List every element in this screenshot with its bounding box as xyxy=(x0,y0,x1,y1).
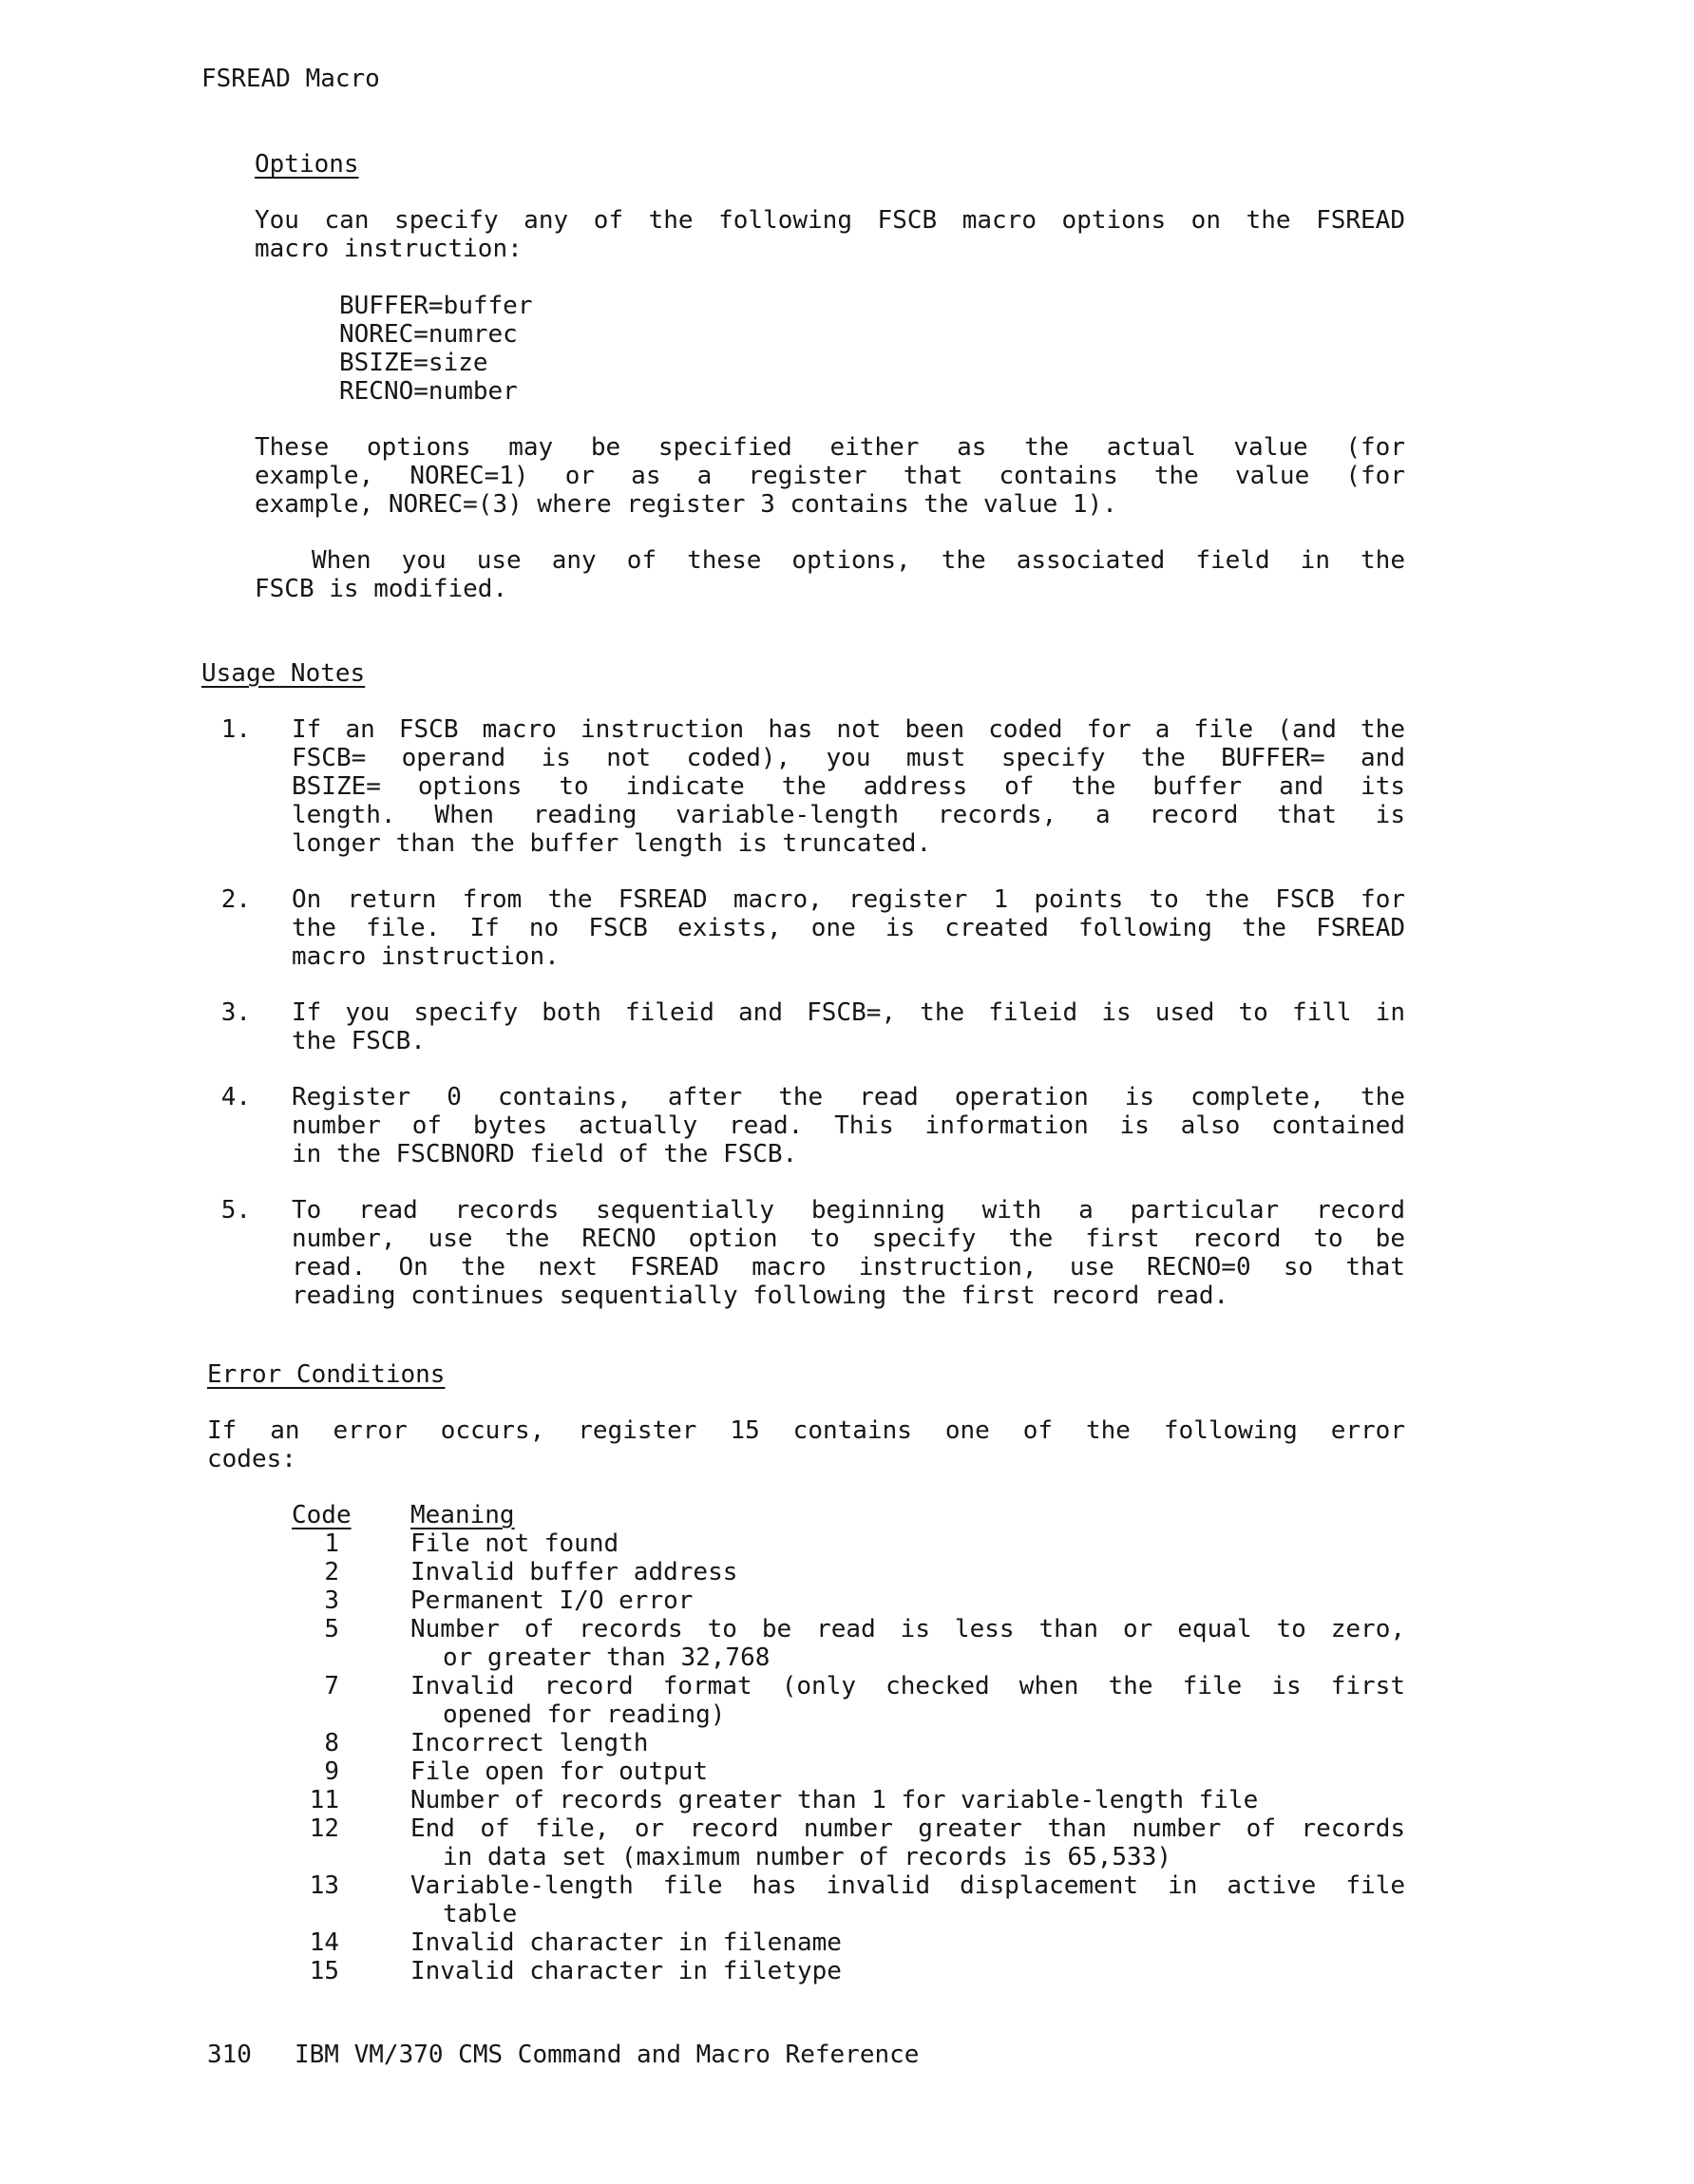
usage-note-line: the FSCB. xyxy=(292,1027,426,1055)
usage-note-line: BSIZE= options to indicate the address of the buffer and its xyxy=(292,772,1405,801)
error-code: 3 xyxy=(324,1586,339,1615)
error-meaning: table xyxy=(443,1900,518,1928)
option-item: BUFFER=buffer xyxy=(339,292,533,320)
error-conditions-heading: Error Conditions xyxy=(207,1360,446,1389)
usage-note-number: 3. xyxy=(220,998,251,1027)
error-meaning: Number of records to be read is less than or equal to zero, xyxy=(410,1615,1405,1643)
usage-note-line: longer than the buffer length is truncated. xyxy=(292,829,932,858)
usage-note-line: If you specify both fileid and FSCB=, the fileid is used to fill in xyxy=(292,998,1405,1027)
error-meaning: Invalid record format (only checked when the file is first xyxy=(410,1672,1405,1700)
error-meaning: opened for reading) xyxy=(443,1700,726,1729)
usage-note-line: read. On the next FSREAD macro instruction, use RECNO=0 so that xyxy=(292,1253,1405,1282)
options-paragraph-line: example, NOREC=1) or as a register that contains the value (for xyxy=(255,462,1405,490)
usage-note-number: 1. xyxy=(220,715,251,744)
code-column-header: Code xyxy=(292,1501,352,1529)
error-meaning: Variable-length file has invalid displacement in active file xyxy=(410,1871,1405,1900)
usage-note-line: length. When reading variable-length records, a record that is xyxy=(292,801,1405,829)
error-code: 14 xyxy=(309,1928,339,1957)
options-paragraph-line: FSCB is modified. xyxy=(255,575,508,603)
error-meaning: Number of records greater than 1 for variable-length file xyxy=(410,1786,1259,1814)
options-heading: Options xyxy=(255,150,359,179)
usage-note-line: To read records sequentially beginning with a particular record xyxy=(292,1196,1405,1225)
error-code: 9 xyxy=(324,1757,339,1786)
error-code: 12 xyxy=(309,1814,339,1843)
options-paragraph-line: example, NOREC=(3) where register 3 contains the value 1). xyxy=(255,490,1117,519)
error-intro-line: codes: xyxy=(207,1445,296,1473)
error-code: 8 xyxy=(324,1729,339,1757)
option-item: NOREC=numrec xyxy=(339,320,518,349)
error-meaning: or greater than 32,768 xyxy=(443,1643,771,1672)
error-meaning: End of file, or record number greater than number of records xyxy=(410,1814,1405,1843)
error-meaning: Invalid character in filename xyxy=(410,1928,842,1957)
error-intro-line: If an error occurs, register 15 contains one of the following error xyxy=(207,1416,1405,1445)
error-meaning: File not found xyxy=(410,1529,619,1558)
usage-note-line: If an FSCB macro instruction has not been coded for a file (and the xyxy=(292,715,1405,744)
option-item: RECNO=number xyxy=(339,377,518,406)
error-meaning: in data set (maximum number of records is 65,533) xyxy=(443,1843,1172,1871)
usage-note-line: in the FSCBNORD field of the FSCB. xyxy=(292,1140,798,1168)
usage-note-number: 4. xyxy=(220,1083,251,1111)
usage-note-line: number, use the RECNO option to specify the first record to be xyxy=(292,1225,1405,1253)
error-code: 15 xyxy=(309,1957,339,1985)
error-code: 11 xyxy=(309,1786,339,1814)
usage-note-line: Register 0 contains, after the read operation is complete, the xyxy=(292,1083,1405,1111)
error-code: 5 xyxy=(324,1615,339,1643)
error-code: 1 xyxy=(324,1529,339,1558)
meaning-column-header: Meaning xyxy=(410,1501,515,1529)
usage-note-number: 5. xyxy=(220,1196,251,1225)
options-intro-line: You can specify any of the following FSCB macro options on the FSREAD xyxy=(255,206,1405,235)
usage-note-line: On return from the FSREAD macro, register 1 points to the FSCB for xyxy=(292,885,1405,914)
page-number: 310 xyxy=(207,2041,252,2069)
option-item: BSIZE=size xyxy=(339,349,488,377)
options-paragraph-line: These options may be specified either as the actual value (for xyxy=(255,433,1405,462)
error-code: 13 xyxy=(309,1871,339,1900)
usage-note-line: number of bytes actually read. This information is also contained xyxy=(292,1111,1405,1140)
footer-title: IBM VM/370 CMS Command and Macro Reference xyxy=(295,2041,920,2069)
usage-note-line: the file. If no FSCB exists, one is created following the FSREAD xyxy=(292,914,1405,942)
error-code: 7 xyxy=(324,1672,339,1700)
usage-notes-heading: Usage Notes xyxy=(201,659,366,688)
usage-note-number: 2. xyxy=(220,885,251,914)
options-paragraph-line: When you use any of these options, the associated field in the xyxy=(312,546,1405,575)
error-meaning: Permanent I/O error xyxy=(410,1586,694,1615)
error-meaning: Incorrect length xyxy=(410,1729,649,1757)
running-head: FSREAD Macro xyxy=(201,65,380,93)
usage-note-line: macro instruction. xyxy=(292,942,560,971)
options-intro-line: macro instruction: xyxy=(255,235,523,263)
error-code: 2 xyxy=(324,1558,339,1586)
error-meaning: Invalid buffer address xyxy=(410,1558,738,1586)
usage-note-line: FSCB= operand is not coded), you must specify the BUFFER= and xyxy=(292,744,1405,772)
usage-note-line: reading continues sequentially following the first record read. xyxy=(292,1282,1229,1310)
error-meaning: Invalid character in filetype xyxy=(410,1957,842,1985)
error-meaning: File open for output xyxy=(410,1757,709,1786)
